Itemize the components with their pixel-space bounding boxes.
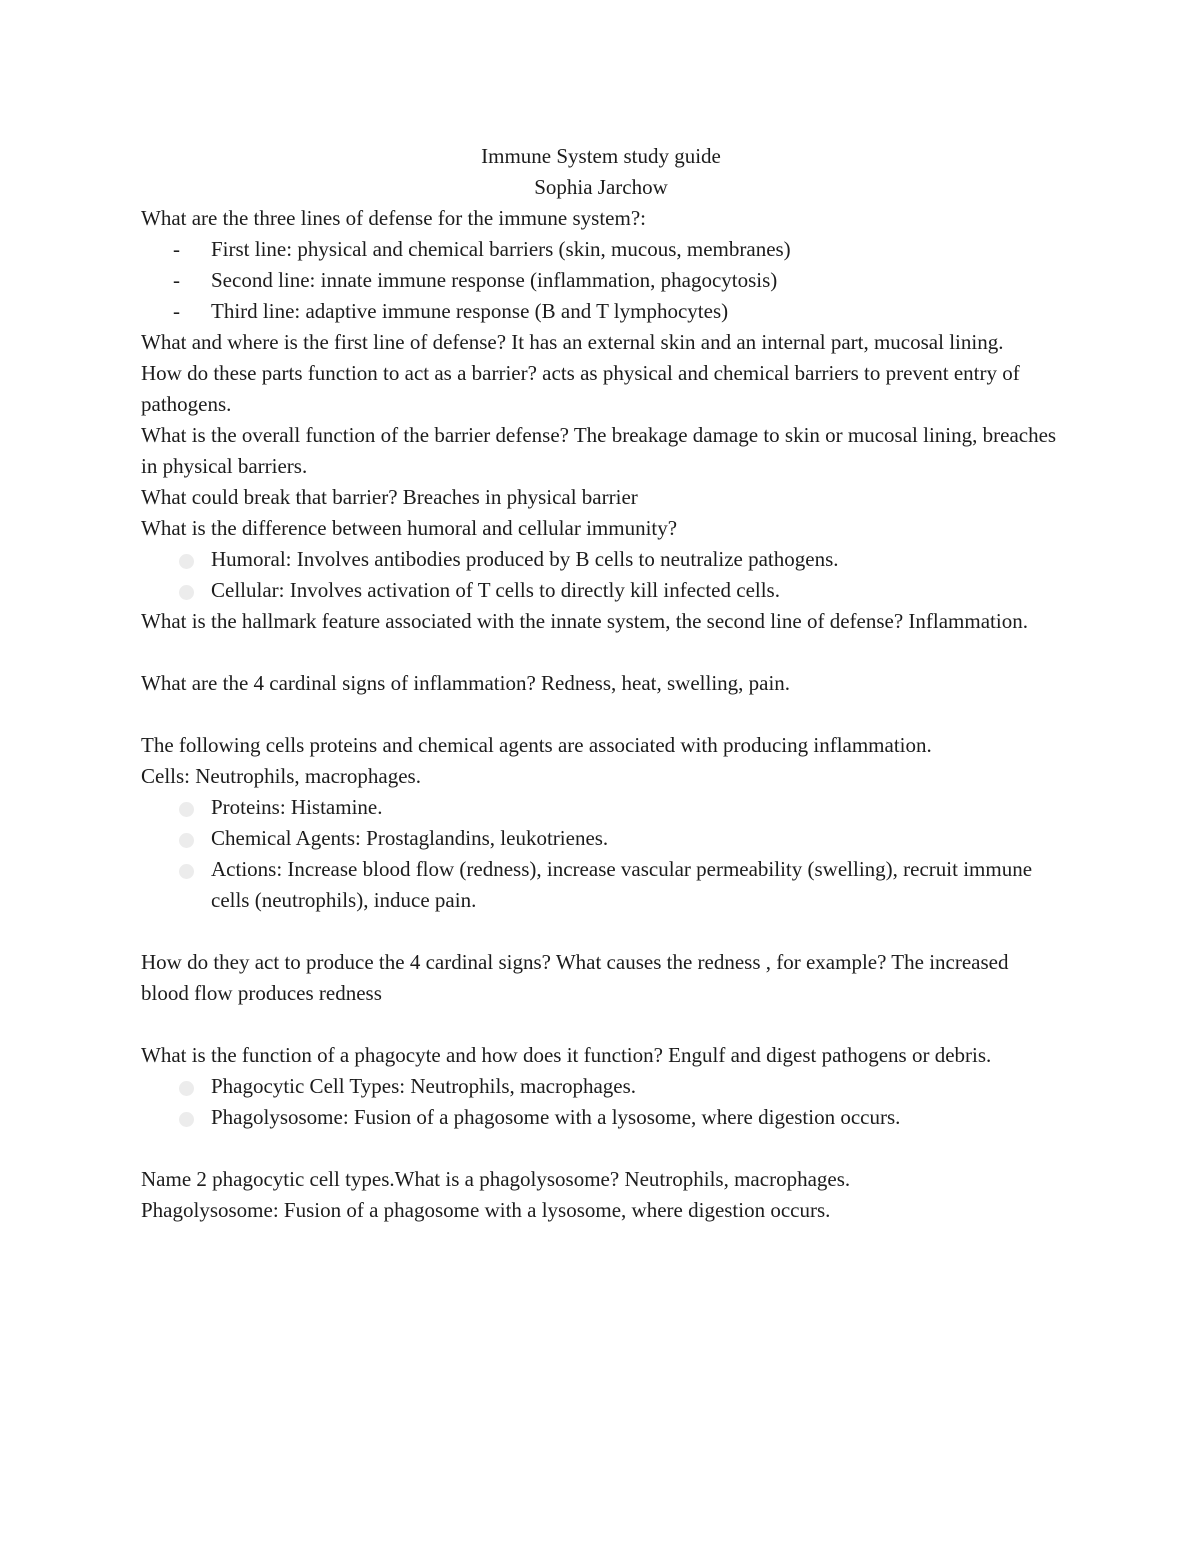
question-barrier-function: How do these parts function to act as a barrier? acts as physical and chemical barriers to prevent entry of pathogens. bbox=[141, 361, 1020, 416]
blank-line bbox=[141, 1009, 1061, 1040]
list-item bbox=[141, 296, 1061, 327]
list-item bbox=[141, 854, 1061, 916]
bullet-icon bbox=[179, 802, 194, 817]
inflammation-agents-intro: The following cells proteins and chemical agents are associated with producing inflammation. bbox=[141, 733, 932, 757]
blank-line bbox=[141, 1133, 1061, 1164]
list-item-text: Cellular: Involves activation of T cells to directly kill infected cells. bbox=[211, 578, 780, 602]
immunity-types-list bbox=[141, 544, 1061, 606]
list-item-text: Third line: adaptive immune response (B and T lymphocytes) bbox=[211, 299, 729, 323]
dash-icon: - bbox=[173, 237, 180, 261]
blank-line bbox=[141, 699, 1061, 730]
list-item-text: Chemical Agents: Prostaglandins, leukotrienes. bbox=[211, 826, 609, 850]
list-item bbox=[141, 823, 1061, 854]
list-item bbox=[141, 265, 1061, 296]
list-item-text: Proteins: Histamine. bbox=[211, 795, 383, 819]
inflammation-cells: Cells: Neutrophils, macrophages. bbox=[141, 764, 421, 788]
question-first-line: What and where is the first line of defense? It has an external skin and an internal part, mucosal lining. bbox=[141, 330, 1004, 354]
question-produce-signs: How do they act to produce the 4 cardinal signs? What causes the redness , for example? The increased blood flow produces redness bbox=[141, 950, 1009, 1005]
question-humoral-cellular: What is the difference between humoral and cellular immunity? bbox=[141, 516, 678, 540]
bullet-icon bbox=[179, 864, 194, 879]
list-item bbox=[141, 792, 1061, 823]
dash-icon: - bbox=[173, 299, 180, 323]
question-cardinal-signs: What are the 4 cardinal signs of inflammation? Redness, heat, swelling, pain. bbox=[141, 671, 791, 695]
document-body bbox=[141, 141, 1061, 1226]
bullet-icon bbox=[179, 1112, 194, 1127]
phagolysosome-answer: Phagolysosome: Fusion of a phagosome with a lysosome, where digestion occurs. bbox=[141, 1198, 831, 1222]
bullet-icon bbox=[179, 554, 194, 569]
question-overall-function: What is the overall function of the barrier defense? The breakage damage to skin or mucosal lining, breaches in physical barriers. bbox=[141, 423, 1057, 478]
list-item-text: First line: physical and chemical barriers (skin, mucous, membranes) bbox=[211, 237, 791, 261]
dash-icon: - bbox=[173, 268, 180, 292]
question-lines-of-defense: What are the three lines of defense for the immune system?: bbox=[141, 206, 646, 230]
list-item-text: Phagolysosome: Fusion of a phagosome with a lysosome, where digestion occurs. bbox=[211, 1105, 901, 1129]
blank-line bbox=[141, 916, 1061, 947]
list-item-text: Actions: Increase blood flow (redness), increase vascular permeability (swelling), recruit immune cells (neutrophils), induce pain. bbox=[211, 857, 1033, 912]
question-phagocyte-function: What is the function of a phagocyte and how does it function? Engulf and digest pathogens or debris. bbox=[141, 1043, 992, 1067]
lines-of-defense-list bbox=[141, 234, 1061, 327]
list-item-text: Second line: innate immune response (inflammation, phagocytosis) bbox=[211, 268, 778, 292]
list-item bbox=[141, 544, 1061, 575]
question-break-barrier: What could break that barrier? Breaches in physical barrier bbox=[141, 485, 638, 509]
list-item-text: Humoral: Involves antibodies produced by B cells to neutralize pathogens. bbox=[211, 547, 839, 571]
phagocyte-list bbox=[141, 1071, 1061, 1133]
list-item bbox=[141, 234, 1061, 265]
document-author: Sophia Jarchow bbox=[534, 175, 668, 199]
question-hallmark-feature: What is the hallmark feature associated with the innate system, the second line of defense? Inflammation. bbox=[141, 609, 1028, 633]
bullet-icon bbox=[179, 833, 194, 848]
list-item bbox=[141, 1071, 1061, 1102]
bullet-icon bbox=[179, 585, 194, 600]
inflammation-agents-list bbox=[141, 792, 1061, 916]
bullet-icon bbox=[179, 1081, 194, 1096]
list-item bbox=[141, 575, 1061, 606]
document-title: Immune System study guide bbox=[481, 144, 721, 168]
list-item bbox=[141, 1102, 1061, 1133]
list-item-text: Phagocytic Cell Types: Neutrophils, macrophages. bbox=[211, 1074, 637, 1098]
blank-line bbox=[141, 637, 1061, 668]
question-phagocytic-types: Name 2 phagocytic cell types.What is a phagolysosome? Neutrophils, macrophages. bbox=[141, 1167, 851, 1191]
